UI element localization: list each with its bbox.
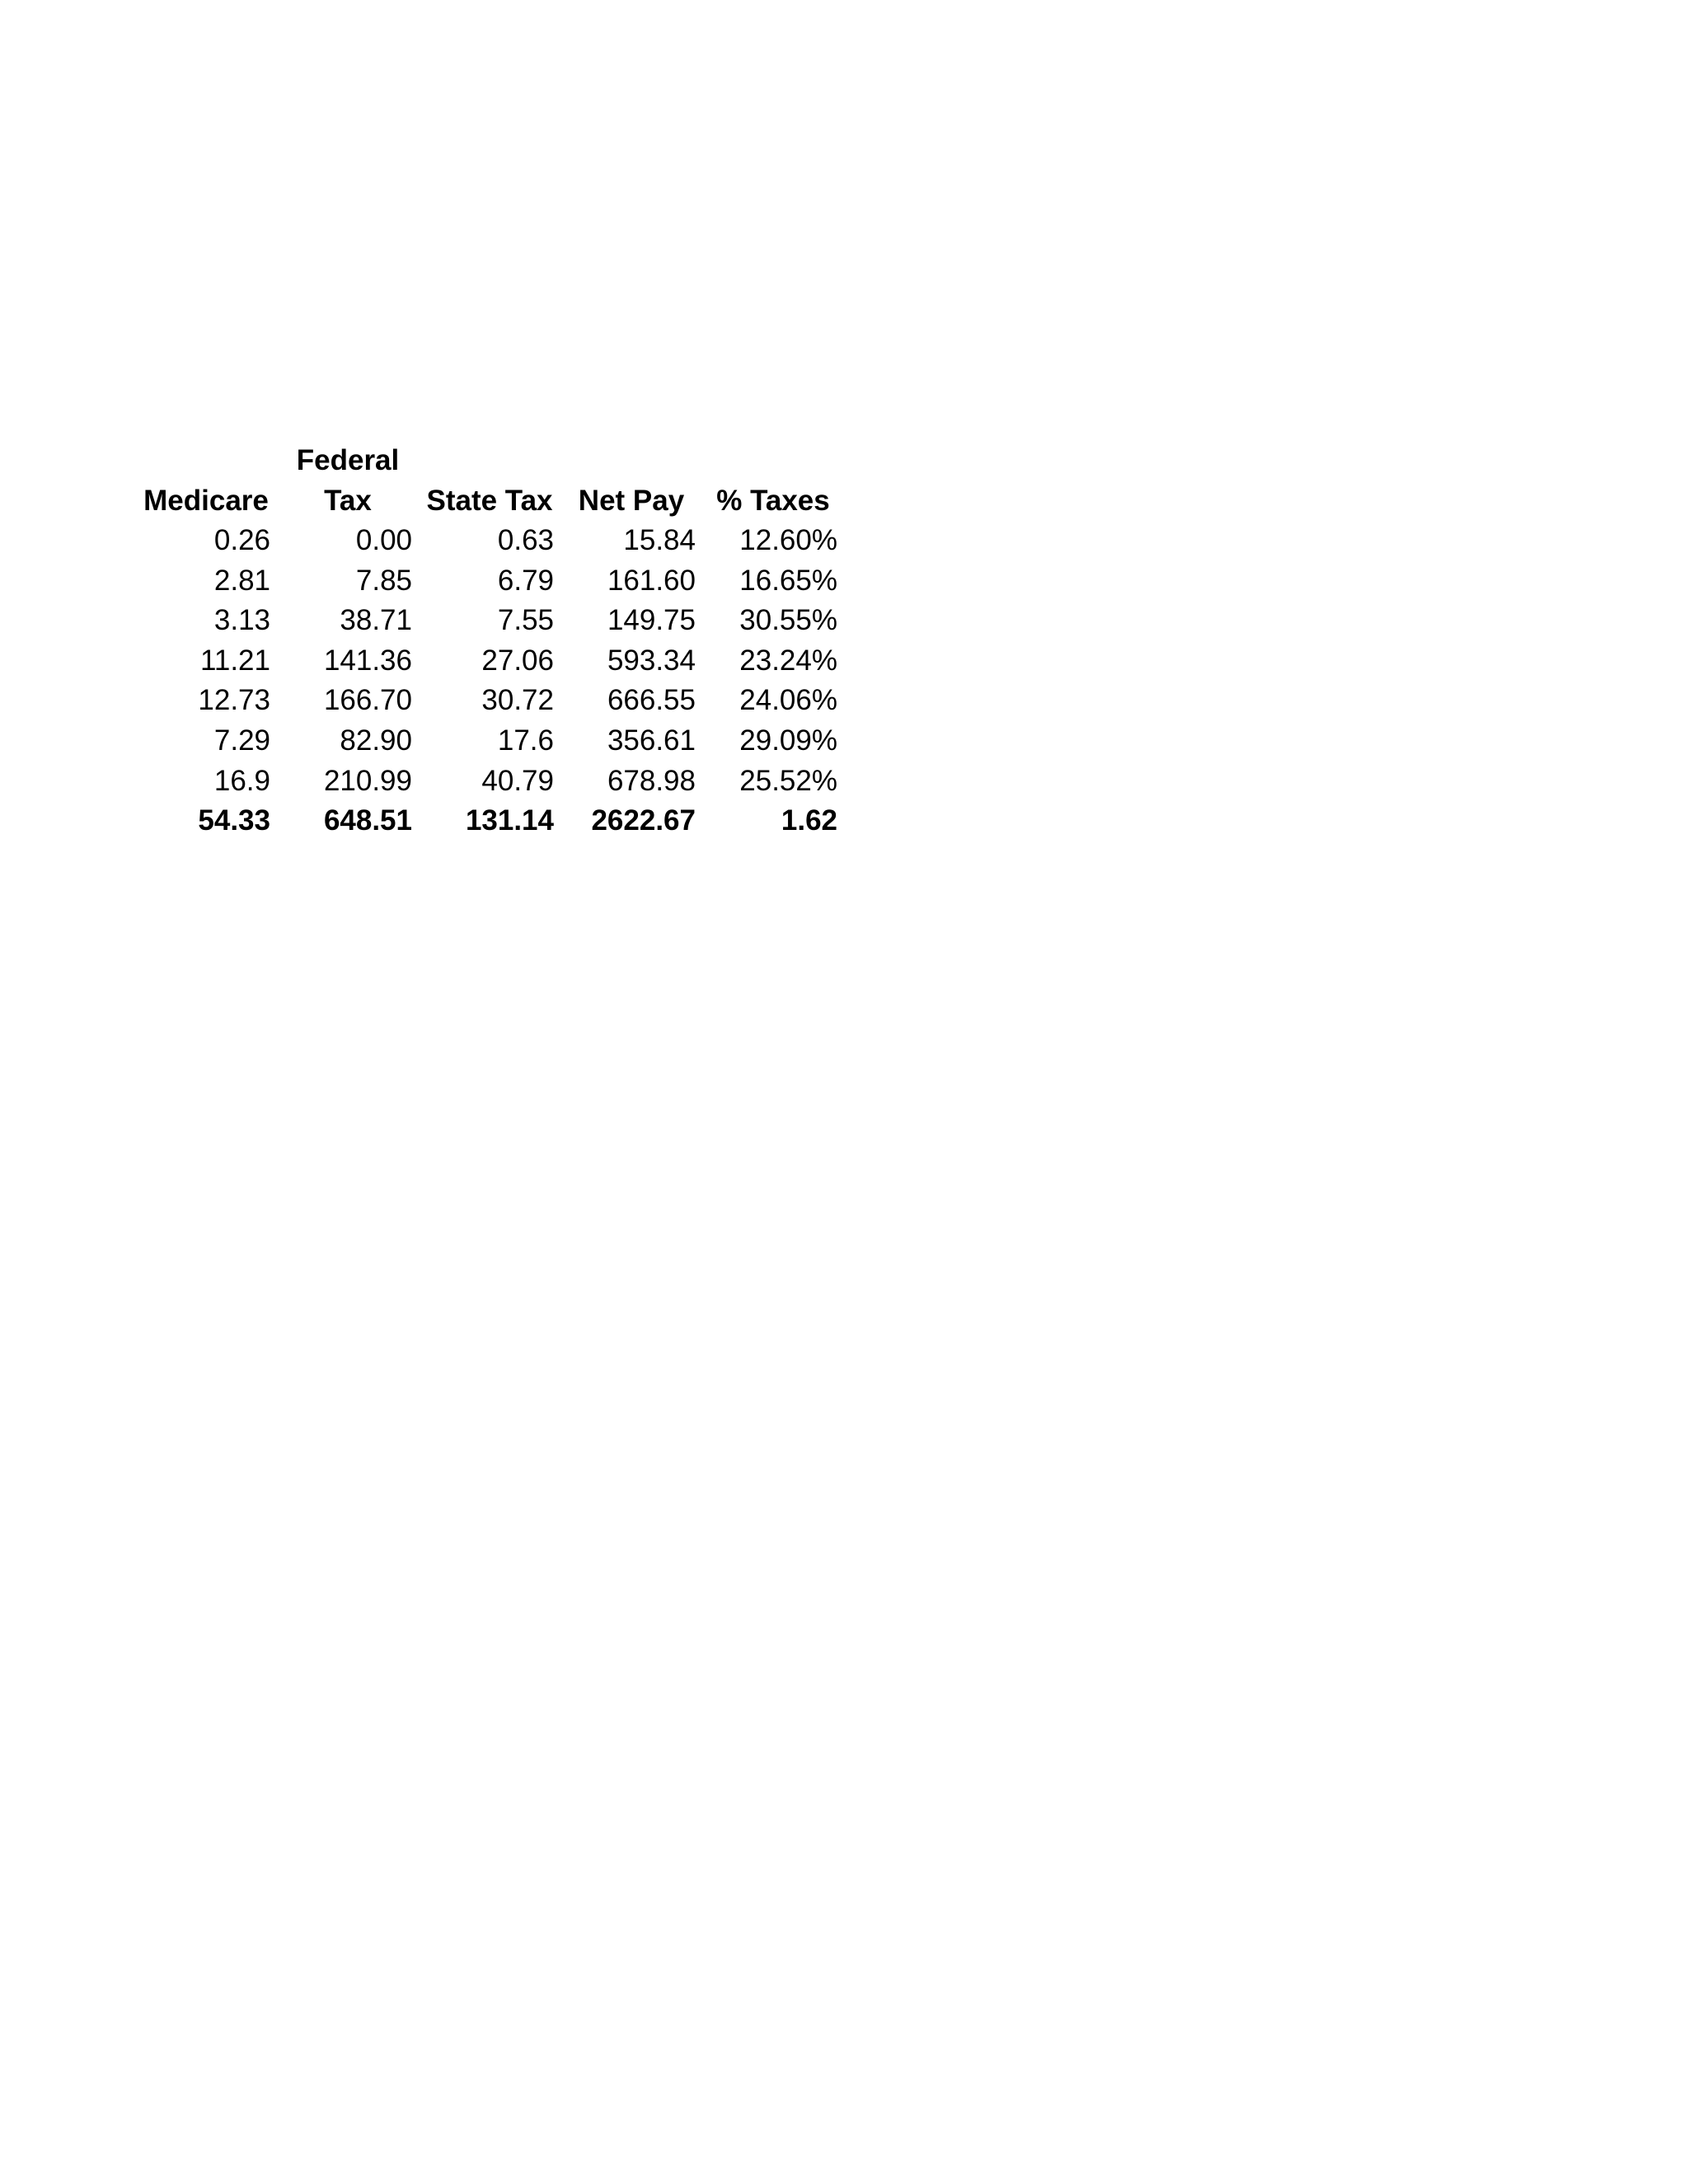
header-net-pay — [560, 440, 702, 521]
cell-federal-tax: 166.70 — [323, 684, 412, 717]
cell-state-tax: 7.55 — [497, 604, 554, 637]
cell-state-tax: 6.79 — [497, 564, 554, 597]
header-row — [135, 440, 844, 521]
cell-medicare: 3.13 — [213, 604, 270, 637]
cell-medicare: 11.21 — [200, 644, 270, 677]
header-federal-tax — [277, 440, 419, 521]
header-label: Federal — [296, 444, 400, 476]
table-row — [135, 721, 844, 762]
table-row — [135, 762, 844, 802]
cell-net-pay: 678.98 — [607, 764, 696, 797]
cell-percent-taxes: 12.60% — [739, 524, 837, 556]
table-row — [135, 521, 844, 561]
cell-medicare: 0.26 — [213, 524, 270, 556]
total-federal-tax: 648.51 — [323, 804, 412, 837]
cell-percent-taxes: 23.24% — [739, 644, 837, 677]
table-row — [135, 561, 844, 602]
header-label: Net Pay — [578, 485, 685, 517]
cell-net-pay: 161.60 — [607, 564, 696, 597]
cell-federal-tax: 141.36 — [323, 644, 412, 677]
cell-net-pay: 356.61 — [607, 724, 696, 757]
cell-federal-tax: 82.90 — [340, 724, 412, 757]
header-label: % Taxes — [716, 485, 830, 517]
table-row — [135, 641, 844, 682]
total-percent-taxes: 1.62 — [781, 804, 837, 837]
cell-medicare: 7.29 — [213, 724, 270, 757]
header-label: State Tax — [426, 485, 553, 517]
totals-row — [135, 801, 844, 841]
cell-net-pay: 15.84 — [623, 524, 696, 556]
total-state-tax: 131.14 — [465, 804, 554, 837]
payroll-tax-table — [135, 440, 844, 841]
cell-state-tax: 30.72 — [481, 684, 554, 717]
header-percent-taxes — [702, 440, 844, 521]
cell-net-pay: 593.34 — [607, 644, 696, 677]
cell-medicare: 16.9 — [213, 764, 270, 797]
table-row — [135, 681, 844, 721]
header-medicare — [135, 440, 277, 521]
cell-state-tax: 40.79 — [481, 764, 554, 797]
table-row — [135, 601, 844, 641]
cell-percent-taxes: 24.06% — [739, 684, 837, 717]
cell-percent-taxes: 29.09% — [739, 724, 837, 757]
cell-percent-taxes: 16.65% — [739, 564, 837, 597]
total-net-pay: 2622.67 — [591, 804, 696, 837]
cell-federal-tax: 0.00 — [355, 524, 412, 556]
cell-net-pay: 666.55 — [607, 684, 696, 717]
cell-percent-taxes: 30.55% — [739, 604, 837, 637]
cell-state-tax: 0.63 — [497, 524, 554, 556]
cell-state-tax: 17.6 — [497, 724, 554, 757]
cell-federal-tax: 7.85 — [355, 564, 412, 597]
cell-medicare: 12.73 — [198, 684, 270, 717]
cell-state-tax: 27.06 — [481, 644, 554, 677]
total-medicare: 54.33 — [198, 804, 270, 837]
cell-federal-tax: 38.71 — [340, 604, 412, 637]
cell-medicare: 2.81 — [213, 564, 270, 597]
header-label: Medicare — [143, 485, 269, 517]
cell-net-pay: 149.75 — [607, 604, 696, 637]
header-label: Tax — [324, 485, 372, 517]
cell-percent-taxes: 25.52% — [739, 764, 837, 797]
header-state-tax — [419, 440, 560, 521]
cell-federal-tax: 210.99 — [323, 764, 412, 797]
